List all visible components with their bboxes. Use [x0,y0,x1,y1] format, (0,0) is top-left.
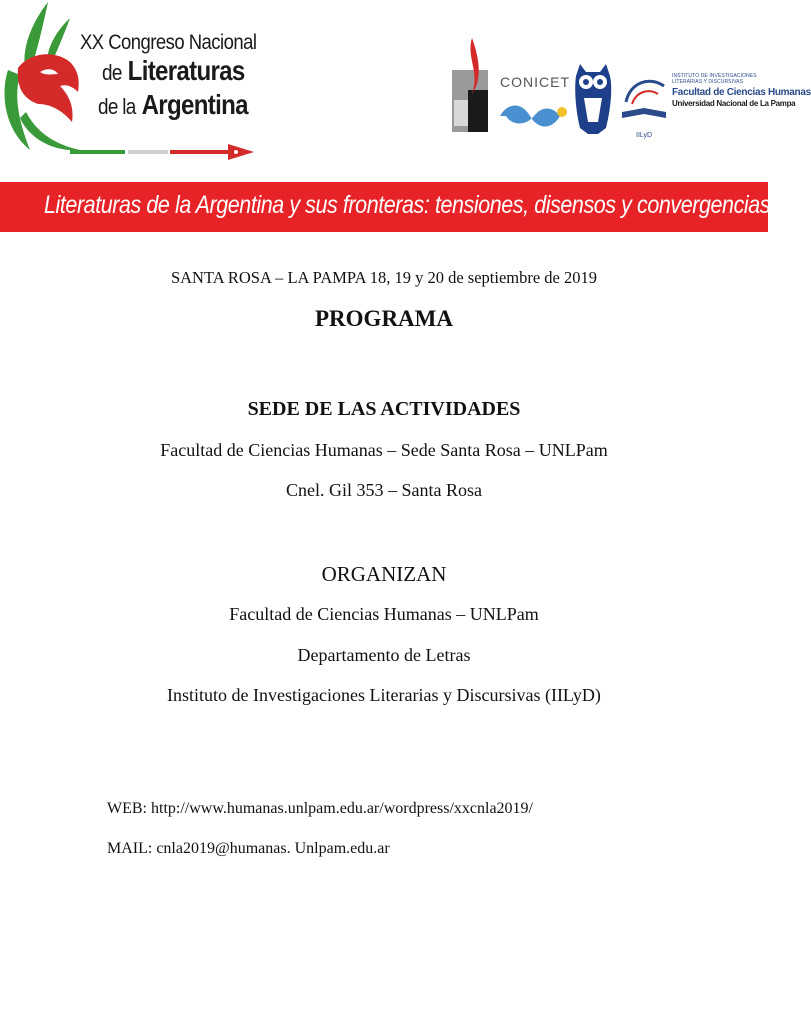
iilyd-wordmark: IILyD [636,132,653,139]
institute-name-small: INSTITUTO DE INVESTIGACIONES LITERARIAS Y DISCURSIVAS [672,73,757,85]
sede-line-2: Cnel. Gil 353 – Santa Rosa [286,480,482,500]
organizer-item: Facultad de Ciencias Humanas – UNLPam [229,604,539,624]
congress-title-argentina: Argentina [141,89,248,120]
university-name: Universidad Nacional de La Pampa [672,99,796,108]
organizer-item: Departamento de Letras [297,645,471,665]
sede-heading: SEDE DE LAS ACTIVIDADES [247,398,521,420]
congress-title-literaturas: Literaturas [127,55,245,86]
conicet-wordmark: CONICET [500,74,570,90]
congress-title-line3 [98,89,246,123]
sponsor-logos [450,32,811,142]
theme-banner [0,182,771,232]
web-link[interactable]: WEB: http://www.humanas.unlpam.edu.ar/wordpress/xxcnla2019/ [107,800,533,817]
organizer-item: Instituto de Investigaciones Literarias y Discursivas (IILyD) [167,685,601,705]
congress-title-line2 [102,55,246,89]
mail-link[interactable]: MAIL: cnla2019@humanas. Unlpam.edu.ar [107,840,390,857]
congress-logo [0,0,270,170]
banner-text: Literaturas de la Argentina y sus fronteras: tensiones, disensos y convergencias [44,191,771,219]
sede-line-1: Facultad de Ciencias Humanas – Sede Santa Rosa – UNLPam [160,440,608,460]
institute-text [672,73,811,109]
congress-title-de: de [102,60,122,85]
header [0,0,811,182]
organizan-heading: ORGANIZAN [321,562,447,586]
congress-title-line1: XX Congreso Nacional [80,31,257,54]
congress-title-de-la: de la [98,94,136,119]
programa-title: PROGRAMA [315,306,453,331]
date-line: SANTA ROSA – LA PAMPA 18, 19 y 20 de septiembre de 2019 [170,268,598,287]
congress-title [80,30,270,123]
faculty-name: Facultad de Ciencias Humanas [672,87,811,98]
